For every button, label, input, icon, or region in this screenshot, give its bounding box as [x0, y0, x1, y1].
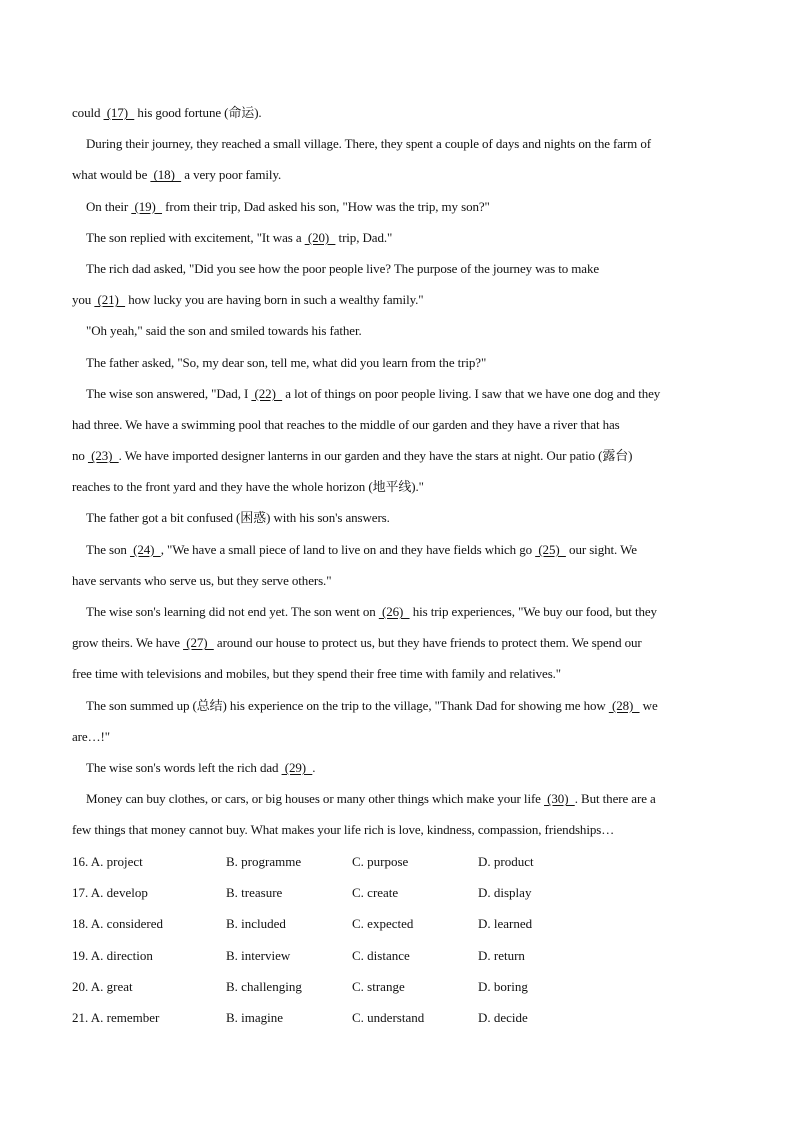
answer-options: [72, 850, 722, 1037]
answer-blank: (25): [535, 541, 566, 557]
passage-line: [72, 351, 722, 382]
option-choice: C. strange: [352, 978, 405, 994]
passage-line: [72, 631, 722, 662]
passage-text: you: [72, 292, 95, 308]
passage-text: free time with televisions and mobiles, but they spend their free time with family and relatives.": [72, 666, 562, 682]
passage-text: could: [72, 105, 104, 120]
answer-blank: (17): [103, 105, 135, 120]
option-choice: C. purpose: [352, 854, 409, 869]
passage-text: reaches to the front yard and they have the whole horizon (地平线).": [72, 479, 424, 495]
option-row: [72, 850, 722, 881]
passage-text: our sight. We: [565, 541, 637, 557]
answer-blank: (24): [129, 541, 161, 557]
option-choice: B. interview: [226, 947, 291, 963]
answer-blank: (22): [251, 385, 283, 401]
passage-line: [72, 538, 722, 569]
passage-text: . We have imported designer lanterns in our garden and they have the stars at night. Our patio (露台): [118, 448, 633, 464]
option-choice: D. decide: [478, 1009, 528, 1025]
passage-line: [72, 818, 722, 849]
option-choice: D. learned: [478, 916, 533, 932]
passage-text: The wise son answered, "Dad, I: [86, 385, 252, 401]
passage-line: [72, 694, 722, 725]
passage-text: The wise son's words left the rich dad: [86, 759, 282, 775]
passage-text: grow theirs. We have: [72, 635, 184, 651]
option-choice: C. expected: [352, 916, 414, 932]
passage-text: trip, Dad.": [335, 229, 393, 245]
passage-line: [72, 413, 722, 444]
option-choice: C. create: [352, 885, 399, 901]
passage-line: [72, 101, 722, 132]
option-choice: D. product: [478, 854, 534, 869]
passage-text: have servants who serve us, but they serve others.": [72, 572, 332, 588]
answer-blank: (21): [94, 292, 126, 308]
passage-text: we: [639, 697, 658, 713]
option-row: [72, 975, 722, 1006]
passage-line: [72, 132, 722, 163]
passage-text: The rich dad asked, "Did you see how the poor people live? The purpose of the journey was to make: [86, 260, 600, 276]
option-choice: 16. A. project: [72, 854, 143, 869]
option-choice: B. treasure: [226, 885, 283, 901]
passage-line: [72, 288, 722, 319]
option-choice: 21. A. remember: [72, 1009, 160, 1025]
passage-text: few things that money cannot buy. What makes your life rich is love, kindness, compassion, friendships…: [72, 822, 615, 838]
option-choice: D. boring: [478, 978, 528, 994]
passage-line: [72, 506, 722, 537]
passage-text: "Oh yeah," said the son and smiled towards his father.: [86, 323, 362, 339]
passage-line: [72, 319, 722, 350]
passage-line: [72, 569, 722, 600]
option-choice: 20. A. great: [72, 978, 133, 994]
passage-line: [72, 226, 722, 257]
passage-text: his trip experiences, "We buy our food, but they: [409, 604, 657, 619]
passage-line: [72, 444, 722, 475]
answer-blank: (29): [281, 759, 313, 775]
answer-blank: (19): [131, 198, 163, 214]
answer-blank: (18): [150, 167, 182, 183]
passage-line: [72, 725, 722, 756]
option-row: [72, 881, 722, 912]
answer-blank: (28): [608, 697, 640, 713]
passage-text: The son: [86, 541, 130, 557]
option-choice: 17. A. develop: [72, 885, 148, 901]
passage-text: no: [72, 448, 88, 464]
passage-text: his good fortune (命运).: [134, 105, 262, 120]
passage-line: [72, 475, 722, 506]
passage-line: [72, 195, 722, 226]
passage-text: how lucky you are having born in such a wealthy family.": [125, 292, 424, 308]
option-choice: D. display: [478, 885, 532, 901]
passage-text: what would be: [72, 167, 151, 183]
passage-text: around our house to protect us, but they have friends to protect them. We spend our: [213, 635, 642, 651]
passage-text: The father got a bit confused (困惑) with his son's answers.: [86, 510, 390, 526]
option-choice: B. challenging: [226, 978, 302, 994]
option-choice: B. included: [226, 916, 286, 932]
answer-blank: (30): [544, 791, 575, 807]
passage-text: a lot of things on poor people living. I saw that we have one dog and they: [282, 385, 661, 401]
passage-text: The father asked, "So, my dear son, tell me, what did you learn from the trip?": [86, 354, 487, 370]
passage-text: The son summed up (总结) his experience on the trip to the village, "Thank Dad for showing me how: [86, 697, 609, 713]
passage-text: The son replied with excitement, "It was a: [86, 229, 305, 245]
passage-text: from their trip, Dad asked his son, "How was the trip, my son?": [162, 198, 490, 214]
option-row: [72, 944, 722, 975]
option-choice: B. programme: [226, 854, 302, 869]
passage-text: During their journey, they reached a small village. There, they spent a couple of days and nights on the farm of: [86, 136, 651, 152]
cloze-passage: [72, 101, 722, 850]
answer-blank: (20): [304, 229, 336, 245]
passage-text: The wise son's learning did not end yet. The son went on: [86, 604, 379, 619]
passage-line: [72, 787, 722, 818]
passage-line: [72, 163, 722, 194]
passage-text: Money can buy clothes, or cars, or big houses or many other things which make your life: [86, 791, 545, 807]
passage-text: .: [312, 759, 316, 775]
passage-text: On their: [86, 198, 132, 214]
passage-line: [72, 382, 722, 413]
passage-text: . But there are a: [574, 791, 656, 807]
passage-text: , "We have a small piece of land to live on and they have fields which go: [160, 541, 536, 557]
answer-blank: (27): [183, 635, 214, 651]
option-choice: 19. A. direction: [72, 947, 153, 963]
answer-blank: (23): [87, 448, 119, 464]
option-row: [72, 1006, 722, 1037]
option-choice: D. return: [478, 947, 525, 963]
passage-line: [72, 257, 722, 288]
option-choice: 18. A. considered: [72, 916, 163, 932]
passage-line: [72, 600, 722, 631]
option-choice: C. distance: [352, 947, 410, 963]
option-choice: B. imagine: [226, 1009, 284, 1025]
option-row: [72, 912, 722, 943]
passage-line: [72, 662, 722, 693]
answer-blank: (26): [378, 604, 410, 619]
option-choice: C. understand: [352, 1009, 425, 1025]
passage-text: are…!": [72, 728, 110, 744]
passage-text: had three. We have a swimming pool that reaches to the middle of our garden and they have a river that has: [72, 416, 620, 432]
passage-text: a very poor family.: [181, 167, 282, 183]
passage-line: [72, 756, 722, 787]
